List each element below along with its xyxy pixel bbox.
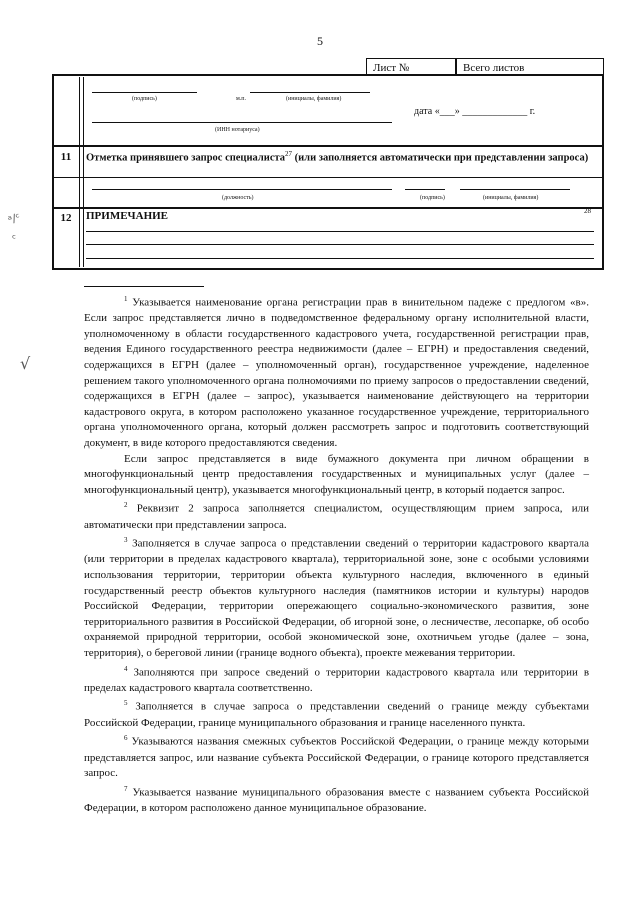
footnote-3 bbox=[84, 533, 589, 661]
footnote-text: Указывается наименование органа регистрации прав в винительном падеже с предлогом «в». Если запрос представляется лично в подведомственное федеральному органу исполнительной власти, уполномоченному в области государственного кадастрового учета, государственной регистрации прав, ведения Единого государственного реестра недвижимости (далее – ЕГРН) и предоставления сведений, содержащихся в ЕГРН (далее – уполномоченный орган), государственное учреждение, наделенное решением такого уполномоченного органа полномочиями по приему запросов о предоставлении сведений, содержащихся в ЕГРН (далее – запрос), указывается наименование действующего на территории кадастрового округа, в котором расположено указанное государственное учреждение, территориального органа уполномоченного органа, который должен рассмотреть запрос и подготовить соответствующий документ, в виде которого предоставляются сведения. bbox=[84, 296, 590, 449]
margin-checkmark: √ bbox=[20, 354, 31, 373]
footnotes bbox=[84, 292, 589, 817]
inn-line bbox=[92, 122, 392, 123]
footnote-6 bbox=[84, 731, 589, 781]
note-line bbox=[86, 244, 594, 245]
signature-line bbox=[92, 92, 197, 93]
footnote-marker: 5 bbox=[124, 699, 128, 708]
footnote-marker: 4 bbox=[124, 664, 128, 673]
sheet-number-label: Лист № bbox=[373, 62, 410, 74]
date-field: дата «___» _____________ г. bbox=[414, 106, 536, 117]
row-11-signature-line bbox=[405, 189, 445, 190]
row-11-signature-caption: (подпись) bbox=[420, 195, 445, 201]
footnote-marker: 3 bbox=[124, 536, 128, 545]
initials-line bbox=[250, 92, 370, 93]
footnote-text: Указывается название муниципального образования вместе с названием субъекта Российской Федерации, в котором расположено данное муниципальное образование. bbox=[84, 786, 589, 814]
row-12-footnote-ref: 28 bbox=[584, 207, 591, 215]
position-line bbox=[92, 189, 392, 190]
footnote-7 bbox=[84, 782, 589, 817]
footnote-2 bbox=[84, 498, 589, 533]
footnote-4 bbox=[84, 662, 589, 697]
row-divider bbox=[54, 145, 602, 147]
footnote-marker: 2 bbox=[124, 501, 128, 510]
footnote-text: Реквизит 2 запроса заполняется специалистом, осуществляющим прием запроса, или автоматически при представлении запроса. bbox=[84, 503, 589, 531]
margin-handwriting: ᵃ/ᶜ bbox=[6, 210, 22, 227]
row-12-title: ПРИМЕЧАНИЕ bbox=[86, 210, 169, 222]
footnote-5 bbox=[84, 696, 589, 731]
row-12-number: 12 bbox=[60, 212, 72, 224]
page-number: 5 bbox=[317, 34, 323, 48]
row-11-text: Отметка принявшего запрос специалиста bbox=[86, 152, 286, 164]
row-11-initials-line bbox=[460, 189, 570, 190]
row-11-title bbox=[86, 148, 596, 165]
footnote-marker: 1 bbox=[124, 295, 128, 303]
row-11-footnote-ref: 27 bbox=[285, 150, 293, 158]
footnote-1 bbox=[84, 292, 589, 452]
sheets-total-label: Всего листов bbox=[463, 62, 525, 74]
seal-caption: м.п. bbox=[236, 96, 247, 102]
row-11-number: 11 bbox=[60, 151, 72, 163]
row-11-initials-caption: (инициалы, фамилия) bbox=[483, 195, 539, 201]
initials-caption: (инициалы, фамилия) bbox=[286, 96, 342, 102]
footnote-separator bbox=[84, 286, 204, 287]
note-line bbox=[86, 258, 594, 259]
footnote-text: Указываются названия смежных субъектов Российской Федерации, о границе между которыми представляется запрос, или название субъекта Российской Федерации, о границе которого представляется запрос. bbox=[84, 735, 589, 780]
footnote-1-continued bbox=[84, 452, 589, 499]
signature-caption: (подпись) bbox=[132, 96, 157, 102]
row-divider bbox=[54, 207, 602, 209]
position-caption: (должность) bbox=[222, 195, 254, 201]
footnote-text: Заполняется в случае запроса о представлении сведений о границе между субъектами Российской Федерации, границе муниципального образования и границе населенного пункта. bbox=[84, 701, 589, 729]
footnote-text: Если запрос представляется в виде бумажного документа при личном обращении в многофункциональный центр предоставления государственных и муниципальных услуг (далее – многофункциональный центр), указывается многофункциональный центр, в который подается запрос. bbox=[84, 452, 589, 496]
footnote-marker: 7 bbox=[124, 784, 128, 793]
note-line bbox=[86, 231, 594, 232]
form-table bbox=[52, 74, 604, 270]
row-11-text-tail: (или заполняется автоматически при представлении запроса) bbox=[294, 152, 589, 164]
inn-caption: (ИНН нотариуса) bbox=[215, 127, 260, 133]
footnote-text: Заполняются при запросе сведений о территории кадастрового квартала или территории в пределах кадастрового квартала соответственно. bbox=[84, 666, 590, 694]
row-number-column bbox=[79, 77, 84, 267]
margin-handwriting: ᶜ bbox=[12, 232, 17, 245]
footnote-text: Заполняется в случае запроса о представлении сведений о территории кадастрового квартала (или территории в пределах кадастрового квартала), территориальной зоне, зоне с особыми условиями использования территории, территории объекта культурного наследия, включенного в единый государственный реестр объектов культурного наследия (памятников истории и культуры) народов Российской Федерации, территории опережающего социально-экономического развития, зоне территориального развития в Российской Федерации, об игорной зоне, о лесничестве, лесопарке, об особо охраняемой природной территории, особой экономической зоне, охотничьем угодье (далее – зона, территория), о береговой линии (границе водного объекта), проекте межевания территории. bbox=[84, 537, 590, 660]
row-divider bbox=[54, 177, 602, 178]
footnote-marker: 6 bbox=[124, 734, 128, 743]
